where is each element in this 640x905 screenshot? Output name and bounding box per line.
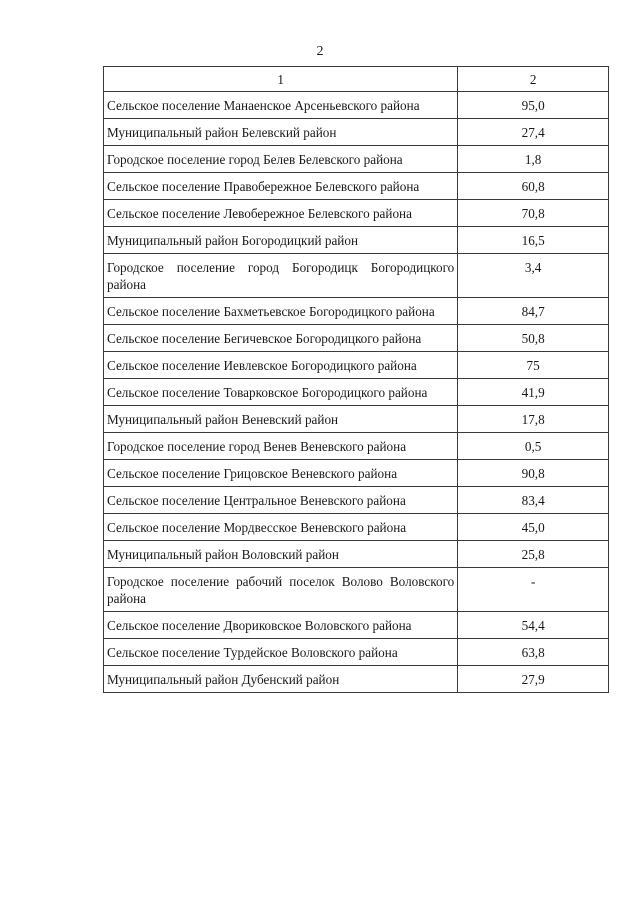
- row-name-cell: Сельское поселение Бахметьевское Богородицкого района: [104, 298, 458, 325]
- row-name-cell: Сельское поселение Товарковское Богородицкого района: [104, 379, 458, 406]
- row-value-cell: 41,9: [458, 379, 609, 406]
- column-header-1: 1: [104, 67, 458, 92]
- table-header-row: [104, 67, 609, 92]
- row-value-cell: 16,5: [458, 227, 609, 254]
- table-row: [104, 568, 609, 612]
- row-value-cell: 3,4: [458, 254, 609, 298]
- row-name-cell: Сельское поселение Иевлевское Богородицкого района: [104, 352, 458, 379]
- page-number: 2: [316, 44, 324, 59]
- table-row: [104, 227, 609, 254]
- row-name-cell: Городское поселение город Белев Белевского района: [104, 146, 458, 173]
- row-name-cell: Муниципальный район Веневский район: [104, 406, 458, 433]
- row-name-cell: Муниципальный район Белевский район: [104, 119, 458, 146]
- row-value-cell: 25,8: [458, 541, 609, 568]
- row-name-cell: Сельское поселение Бегичевское Богородицкого района: [104, 325, 458, 352]
- row-value-cell: 95,0: [458, 92, 609, 119]
- table-row: [104, 173, 609, 200]
- table-row: [104, 92, 609, 119]
- table-row: [104, 639, 609, 666]
- row-name-cell: Сельское поселение Грицовское Веневского района: [104, 460, 458, 487]
- row-value-cell: 50,8: [458, 325, 609, 352]
- row-value-cell: 60,8: [458, 173, 609, 200]
- table-row: [104, 352, 609, 379]
- table-row: [104, 298, 609, 325]
- row-name-cell: Городское поселение город Венев Веневского района: [104, 433, 458, 460]
- row-name-cell: Сельское поселение Правобережное Белевского района: [104, 173, 458, 200]
- row-name-cell: Муниципальный район Воловский район: [104, 541, 458, 568]
- row-name-cell: Сельское поселение Мордвесское Веневского района: [104, 514, 458, 541]
- row-value-cell: 70,8: [458, 200, 609, 227]
- data-table: [103, 66, 609, 693]
- row-name-cell: Муниципальный район Дубенский район: [104, 666, 458, 693]
- row-name-cell: Муниципальный район Богородицкий район: [104, 227, 458, 254]
- table-row: [104, 612, 609, 639]
- table-row: [104, 254, 609, 298]
- row-value-cell: 54,4: [458, 612, 609, 639]
- row-name-cell: Сельское поселение Двориковское Воловского района: [104, 612, 458, 639]
- row-value-cell: 17,8: [458, 406, 609, 433]
- row-name-cell: Сельское поселение Манаенское Арсеньевского района: [104, 92, 458, 119]
- row-name-cell: Городское поселение рабочий поселок Волово Воловского района: [104, 568, 458, 612]
- table-row: [104, 666, 609, 693]
- row-name-cell: Сельское поселение Центральное Веневского района: [104, 487, 458, 514]
- table-row: [104, 325, 609, 352]
- row-value-cell: 45,0: [458, 514, 609, 541]
- row-value-cell: 27,4: [458, 119, 609, 146]
- table-row: [104, 487, 609, 514]
- row-name-cell: Городское поселение город Богородицк Богородицкого района: [104, 254, 458, 298]
- table-row: [104, 200, 609, 227]
- row-value-cell: 90,8: [458, 460, 609, 487]
- table-row: [104, 433, 609, 460]
- column-header-2: 2: [458, 67, 609, 92]
- row-value-cell: -: [458, 568, 609, 612]
- row-value-cell: 0,5: [458, 433, 609, 460]
- row-value-cell: 83,4: [458, 487, 609, 514]
- row-value-cell: 84,7: [458, 298, 609, 325]
- row-name-cell: Сельское поселение Турдейское Воловского района: [104, 639, 458, 666]
- table-row: [104, 379, 609, 406]
- row-value-cell: 75: [458, 352, 609, 379]
- table-row: [104, 460, 609, 487]
- table-row: [104, 541, 609, 568]
- row-name-cell: Сельское поселение Левобережное Белевского района: [104, 200, 458, 227]
- row-value-cell: 63,8: [458, 639, 609, 666]
- row-value-cell: 27,9: [458, 666, 609, 693]
- table-row: [104, 119, 609, 146]
- row-value-cell: 1,8: [458, 146, 609, 173]
- table-row: [104, 406, 609, 433]
- table-row: [104, 146, 609, 173]
- table-row: [104, 514, 609, 541]
